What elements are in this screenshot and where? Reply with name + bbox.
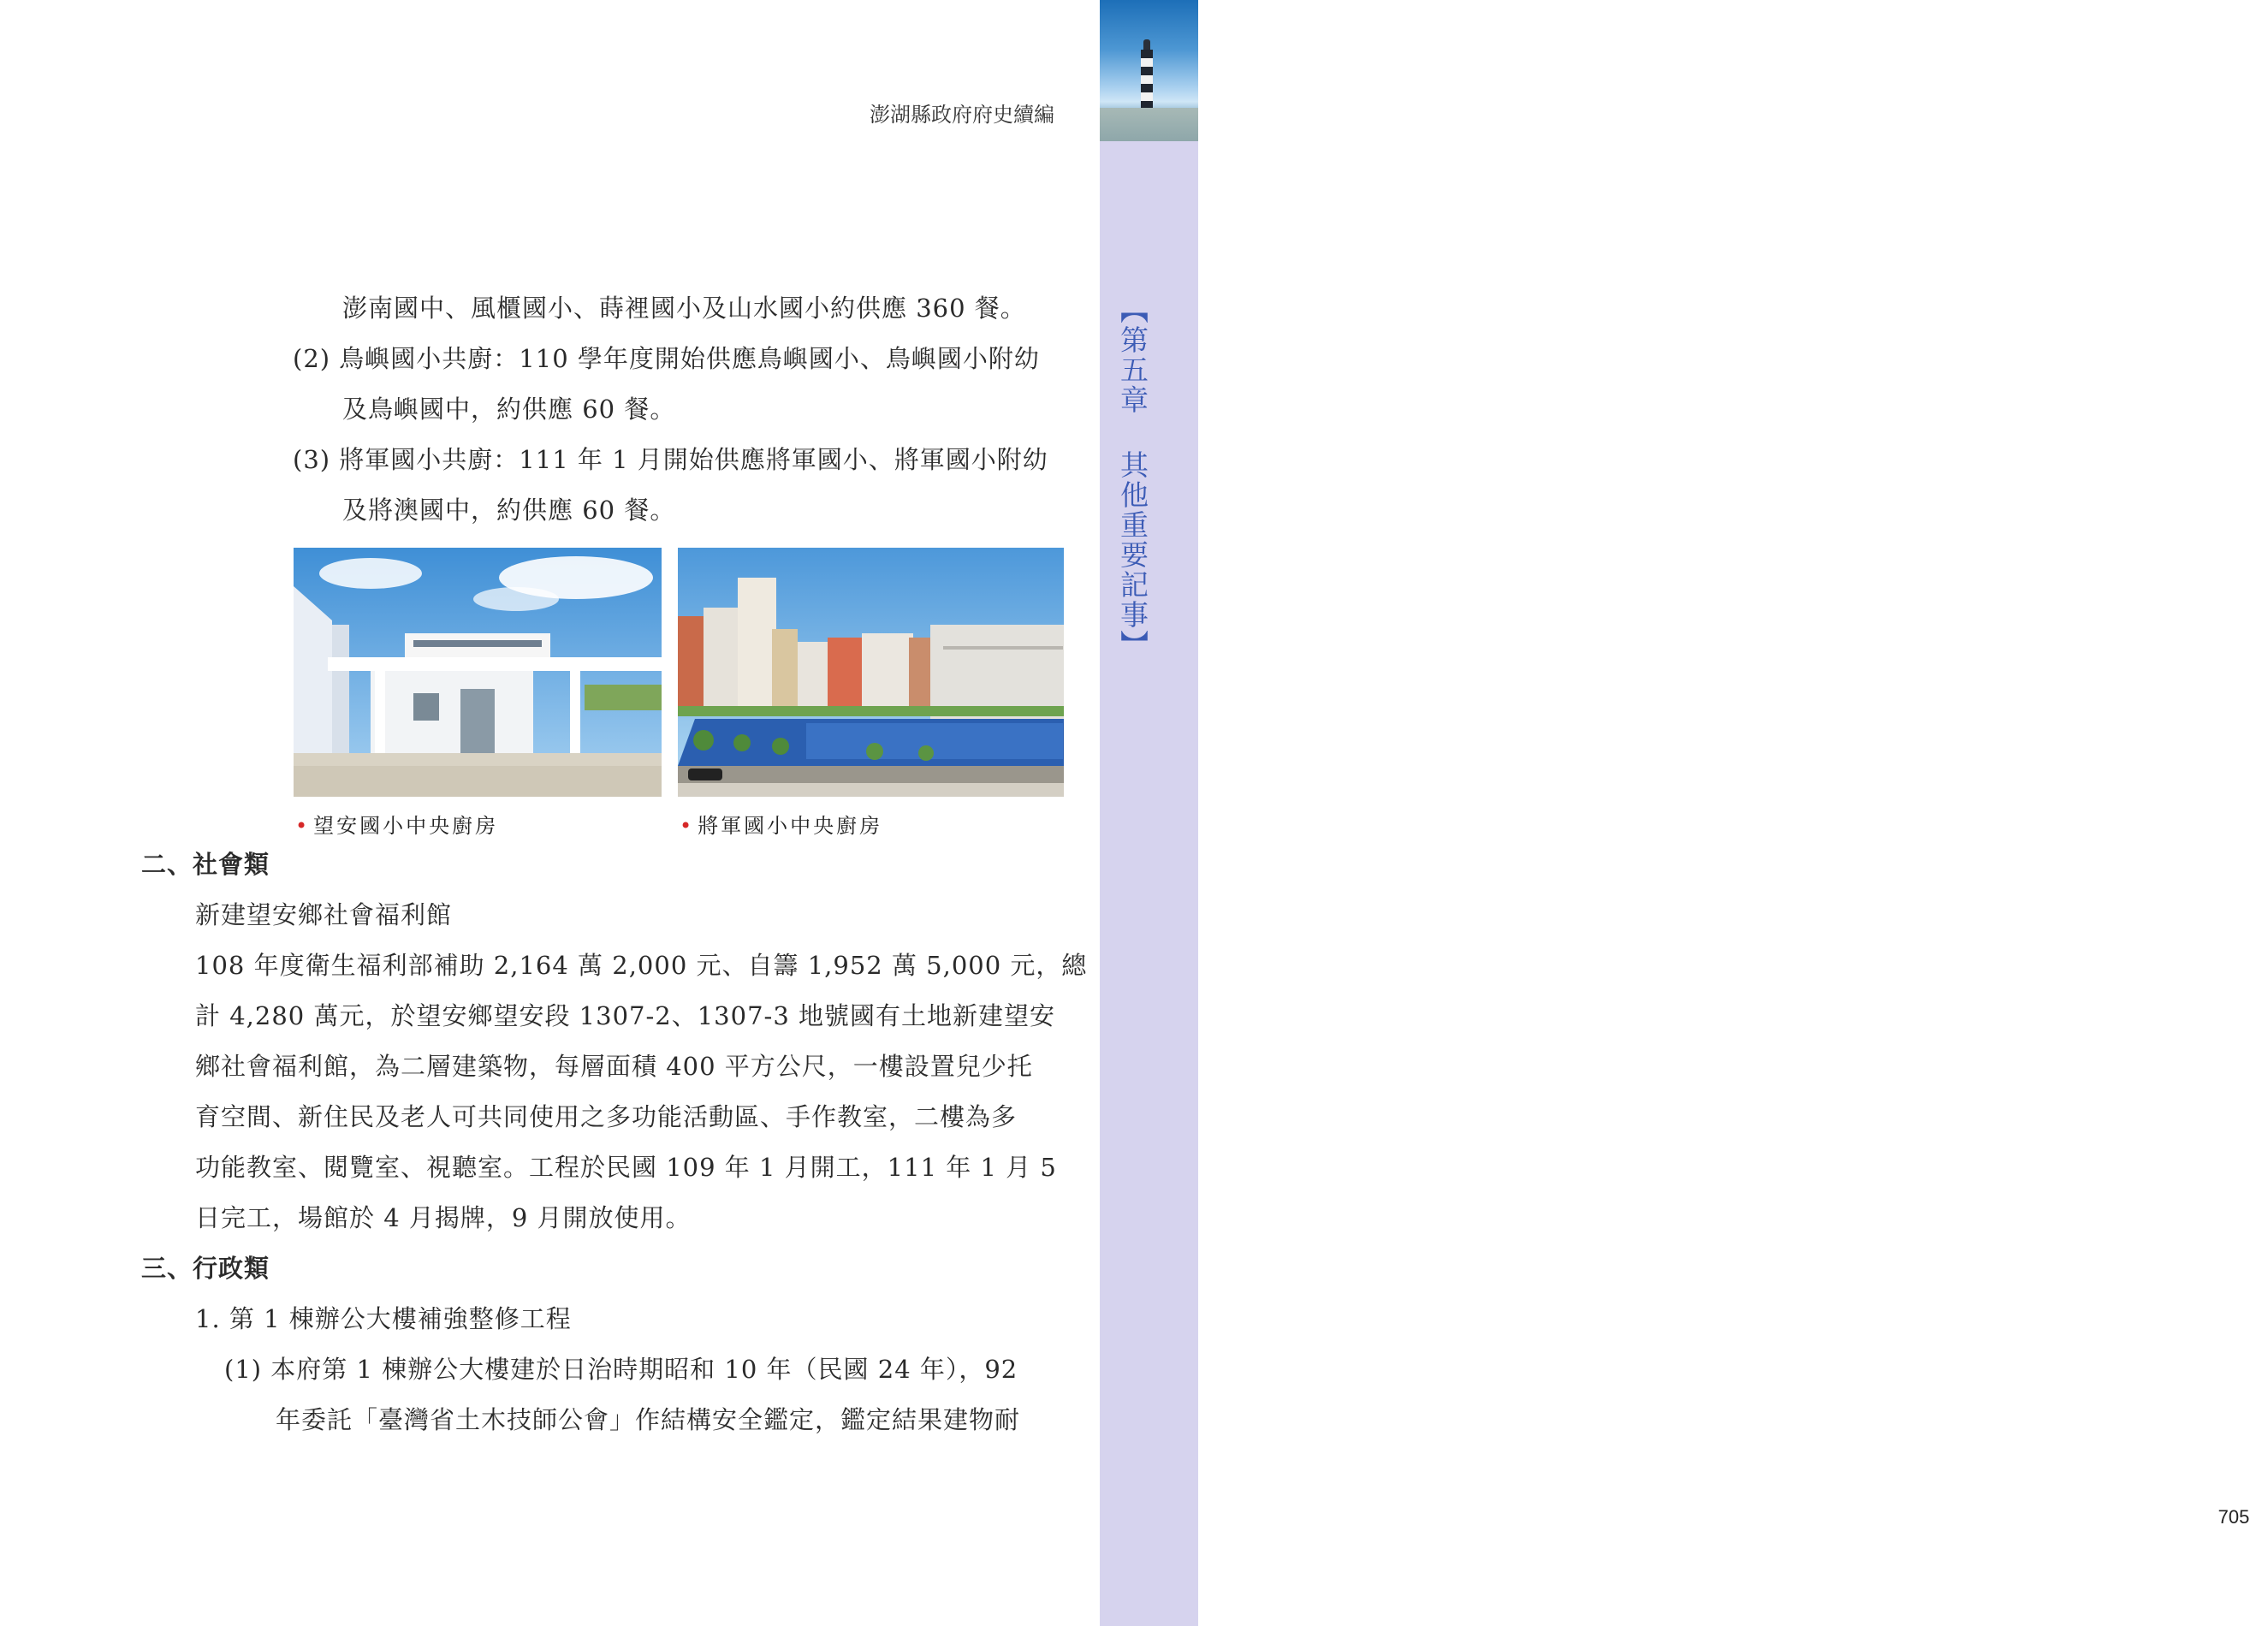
running-header: 澎湖縣政府府史續編	[870, 103, 1054, 127]
text-line: (3) 將軍國小共廚：111 年 1 月開始供應將軍國小、將軍國小附幼	[293, 445, 1048, 474]
bullet-icon: •	[680, 814, 695, 838]
text-line: (2) 鳥嶼國小共廚：110 學年度開始供應鳥嶼國小、鳥嶼國小附幼	[293, 344, 1040, 373]
subheading: 新建望安鄉社會福利館	[195, 900, 453, 929]
text-line: 及鳥嶼國中，約供應 60 餐。	[342, 395, 676, 424]
lighthouse-tower	[1141, 50, 1153, 110]
text-line: 及將澳國中，約供應 60 餐。	[342, 496, 676, 525]
photo-wangan-kitchen	[294, 548, 662, 797]
section-heading-admin: 三、行政類	[141, 1254, 270, 1283]
paragraph-line: 計 4,280 萬元，於望安鄉望安段 1307-2、1307-3 地號國有土地新建望安	[195, 1001, 1055, 1030]
sub-list-item-continued: 年委託「臺灣省土木技師公會」作結構安全鑑定，鑑定結果建物耐	[276, 1405, 1021, 1434]
caption-text: 將軍國小中央廚房	[698, 814, 883, 838]
paragraph-line: 鄉社會福利館，為二層建築物，每層面積 400 平方公尺，一樓設置兒少托	[195, 1052, 1033, 1081]
list-item: 1. 第 1 棟辦公大樓補強整修工程	[195, 1304, 572, 1333]
bullet-icon: •	[295, 814, 311, 838]
paragraph-line: 日完工，場館於 4 月揭牌，9 月開放使用。	[195, 1203, 692, 1232]
lighthouse-photo	[1100, 0, 1198, 141]
photo-caption-wangan	[295, 809, 498, 839]
section-heading-social: 二、社會類	[141, 850, 270, 879]
photo-jiangjun-kitchen	[678, 548, 1064, 797]
photo-caption-jiangjun	[680, 809, 882, 839]
paragraph-line: 功能教室、閱覽室、視聽室。工程於民國 109 年 1 月開工，111 年 1 月 5	[195, 1153, 1057, 1182]
sub-list-item: (1) 本府第 1 棟辦公大樓建於日治時期昭和 10 年（民國 24 年），92	[224, 1355, 1018, 1384]
lighthouse-lantern	[1143, 39, 1150, 50]
coast-ground	[1100, 108, 1198, 141]
page-number: 705	[2218, 1506, 2250, 1528]
paragraph-line: 育空間、新住民及老人可共同使用之多功能活動區、手作教室，二樓為多	[195, 1102, 1018, 1131]
text-line: 澎南國中、風櫃國小、蒔裡國小及山水國小約供應 360 餐。	[342, 294, 1026, 323]
chapter-tab: 【第五章 其他重要記事】	[1116, 295, 1149, 660]
caption-text: 望安國小中央廚房	[313, 814, 499, 838]
paragraph-line: 108 年度衛生福利部補助 2,164 萬 2,000 元、自籌 1,952 萬 5,000 元，總	[195, 951, 1088, 980]
chapter-sidebar	[1100, 0, 2250, 1626]
